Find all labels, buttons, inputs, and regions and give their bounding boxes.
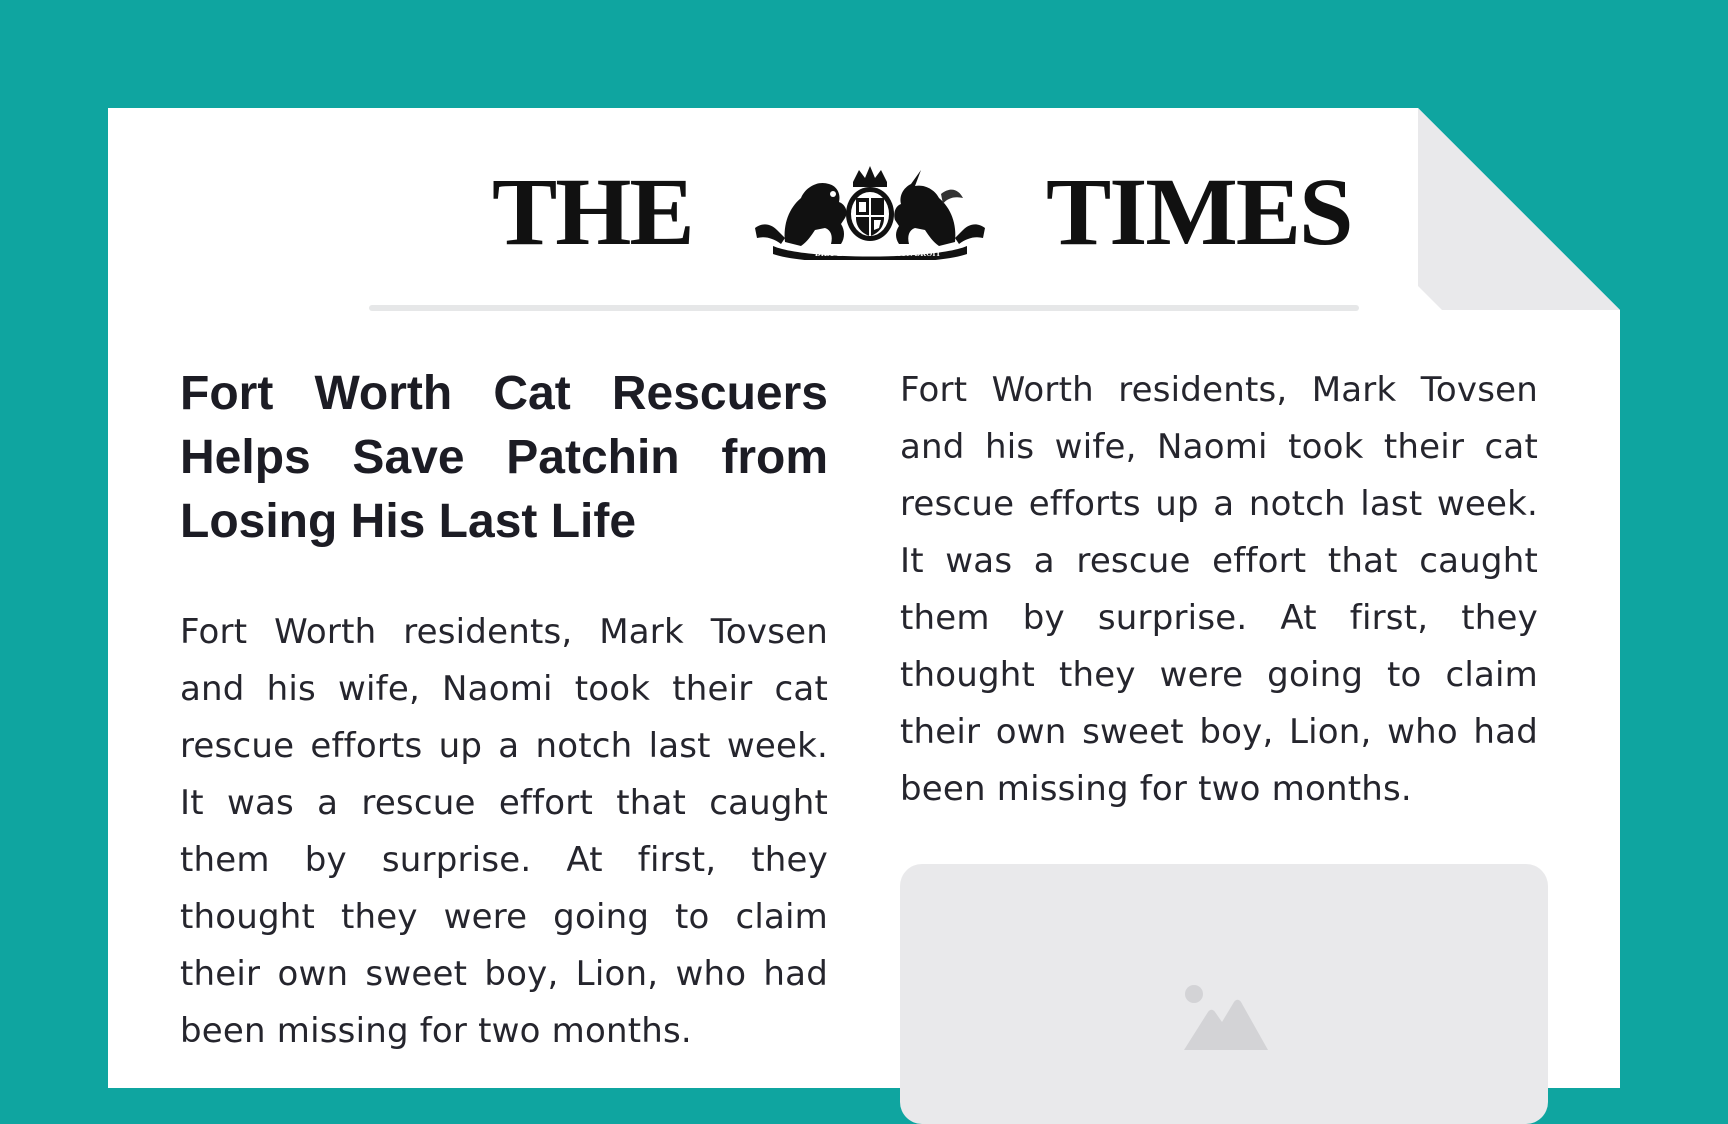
article-paragraph-left: Fort Worth residents, Mark Tovsen and his wife, Naomi took their cat rescue efforts up a notch last week. It was a rescue effort that caught them by surprise. At first, they thought they were going to claim their own sweet boy, Lion, who had been missing for two months. <box>180 612 828 1051</box>
logo-word-times: TIMES <box>1045 158 1351 265</box>
article-column-left <box>180 362 828 1060</box>
logo-word-the: THE <box>492 158 693 265</box>
masthead <box>108 108 1620 308</box>
image-placeholder-icon <box>1182 982 1270 1054</box>
royal-coat-of-arms-icon <box>745 164 995 260</box>
masthead-divider <box>369 305 1359 311</box>
motto-left: DIEU ET <box>814 249 848 258</box>
article-column-right <box>900 362 1538 818</box>
article-paragraph-right: Fort Worth residents, Mark Tovsen and his wife, Naomi took their cat rescue efforts up a notch last week. It was a rescue effort that caught them by surprise. At first, they thought they were going to claim their own sweet boy, Lion, who had been missing for two months. <box>900 370 1538 809</box>
article-image-placeholder <box>900 864 1548 1124</box>
motto-right: MON DROIT <box>892 249 941 258</box>
times-logo <box>492 158 1351 265</box>
article-headline: Fort Worth Cat Rescuers Helps Save Patchin from Losing His Last Life <box>180 367 828 548</box>
